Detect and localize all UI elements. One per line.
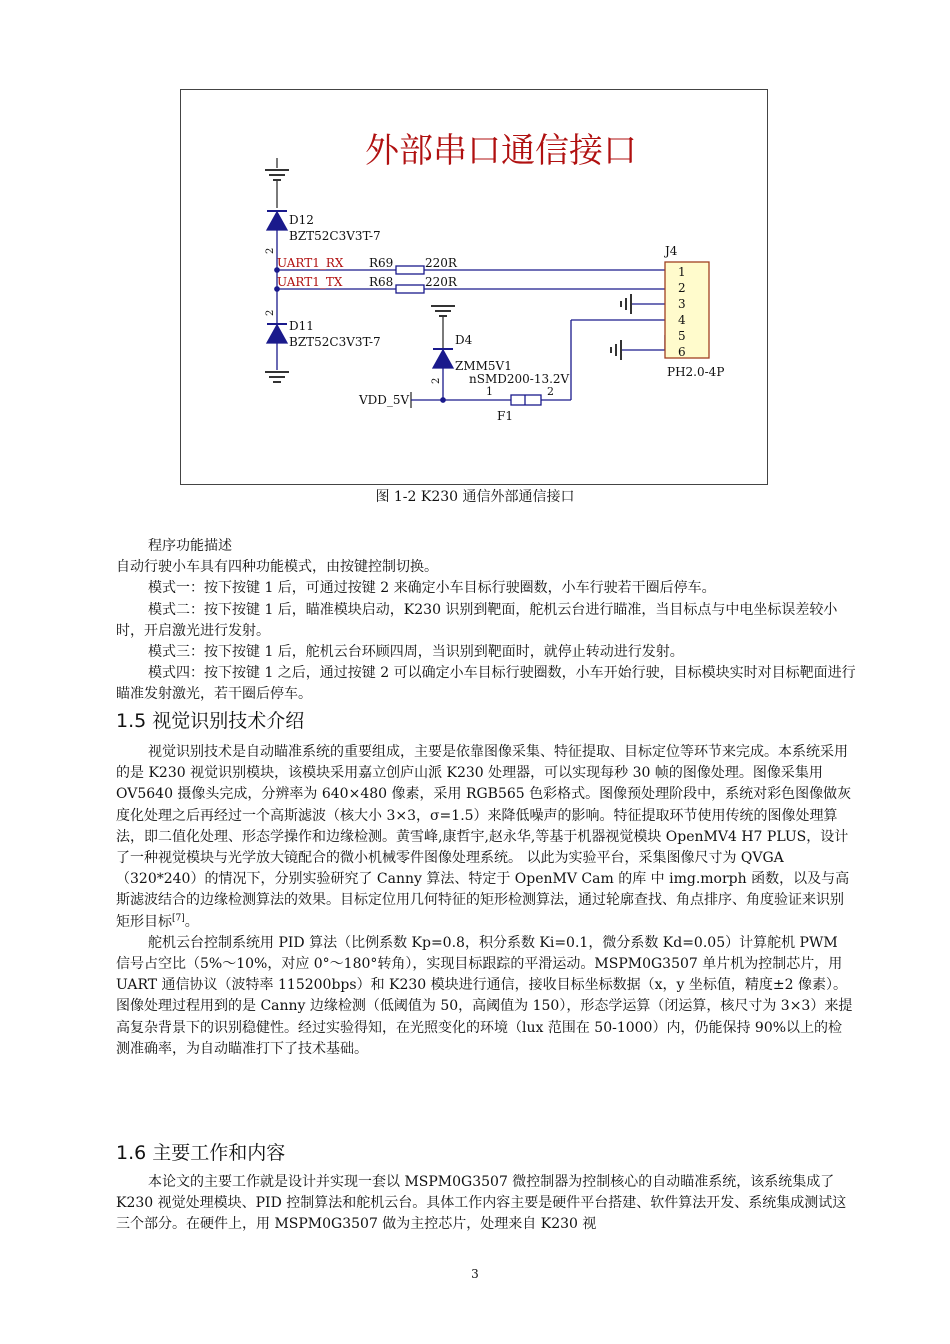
program-description-intro: 自动行驶小车具有四种功能模式，由按键控制切换。	[116, 559, 438, 576]
mode-2: 模式二：按下按键 1 后，瞄准模块启动，K230 识别到靶面，舵机云台进行瞄准，当目标点与中电坐标误差较小时，开启激光进行发射。	[116, 601, 838, 639]
vdd-label: VDD_5V	[359, 393, 410, 407]
program-description	[116, 536, 856, 706]
d12-pin: 2	[265, 247, 276, 254]
section-1-5-paragraph-1-end: 。	[184, 913, 199, 930]
page-number: 3	[471, 1267, 479, 1281]
j4-part: PH2.0-4P	[667, 365, 725, 379]
f1-pin1: 1	[486, 385, 493, 398]
section-heading-1-5: 1.5 视觉识别技术介绍	[116, 710, 305, 732]
d11-label: D11	[289, 319, 314, 333]
f1-pin2: 2	[547, 385, 554, 398]
section-1-5-paragraph-1-text: 视觉识别技术是自动瞄准系统的重要组成，主要是依靠图像采集、特征提取、目标定位等环节来完成。本系统采用的是 K230 视觉识别模块，该模块采用嘉立创庐山派 K230 处理器，可以实现每秒 30 帧的图像处理。图像采集用 OV5640 摄像头完成，分辨率为 640×480 像素，采用 RGB565 色彩格式。图像预处理阶段中，系统对彩色图像做灰度化处理之后再经过一个高斯滤波（核大小 3×3，σ=1.5）来降低噪声的影响。特征提取环节使用传统的图像处理算法，即二值化处理、形态学操作和边缘检测。黄雪峰,康哲宇,赵永华,等基于机器视觉模块 OpenMV4 H7 PLUS，设计了一种视觉模块与光学放大镜配合的微小机械零件图像处理系统。 以此为实验平台，采集图像尺寸为 QVGA（320*240）的情况下，分别实验研究了 Canny 算法、特定于 OpenMV Cam 的库 中 img.morph 函数，以及与高斯滤波结合的边缘检测算法的效果。目标定位用几何特征的矩形检测算法，通过轮廓查找、角点排序、角度验证来识别矩形目标	[116, 744, 852, 930]
schematic-figure	[180, 89, 768, 485]
schematic-drawing	[181, 90, 769, 486]
resistor-r68	[396, 285, 424, 293]
d11-part: BZT52C3V3T-7	[289, 335, 381, 349]
mode-3: 模式三：按下按键 1 后，舵机云台环顾四周，当识别到靶面时，就停止转动进行发射。	[148, 644, 684, 661]
f1-part: nSMD200-13.2V	[469, 372, 570, 386]
j4-pin-3: 3	[678, 297, 686, 311]
section-1-5-paragraph-1	[116, 742, 856, 933]
diode-d4	[433, 349, 453, 400]
ground-symbol-bottom	[265, 372, 289, 382]
section-1-6-paragraph-1: 本论文的主要工作就是设计并实现一套以 MSPM0G3507 微控制器为控制核心的自动瞄准系统，该系统集成了 K230 视觉处理模块、PID 控制算法和舵机云台。具体工作内容主要是硬件平台搭建、软件算法开发、系统集成测试这三个部分。在硬件上，用 MSPM0G3507 做为主控芯片，处理来自 K230 视	[116, 1174, 847, 1233]
figure-caption: 图 1-2 K230 通信外部通信接口	[375, 489, 575, 505]
r68-value: 220R	[425, 275, 457, 289]
junction-vdd	[441, 398, 445, 402]
ground-symbol-j4-top	[621, 294, 631, 314]
j4-pin-4: 4	[678, 313, 686, 327]
d4-label: D4	[455, 333, 473, 347]
section-1-5-body	[116, 742, 856, 1060]
ground-symbol-top	[265, 158, 289, 208]
connector-j4	[665, 262, 709, 358]
d11-pin: 2	[265, 309, 276, 316]
d4-pin: 2	[431, 377, 442, 384]
uart-tx-label: UART1_TX	[277, 275, 343, 289]
section-1-6-body	[116, 1172, 856, 1236]
mode-1: 模式一：按下按键 1 后，可通过按键 2 来确定小车目标行驶圈数，小车行驶若干圈后停车。	[148, 580, 716, 597]
ground-symbol-j4-bottom	[611, 340, 621, 360]
j4-label: J4	[665, 244, 678, 258]
section-heading-1-6: 1.6 主要工作和内容	[116, 1142, 286, 1164]
resistor-r69	[396, 266, 424, 274]
uart-rx-label: UART1_RX	[277, 256, 344, 270]
mode-4: 模式四：按下按键 1 之后，通过按键 2 可以确定小车目标行驶圈数，小车开始行驶，目标模块实时对目标靶面进行瞄准发射激光，若干圈后停车。	[116, 665, 856, 703]
f1-label: F1	[497, 409, 513, 423]
fuse-f1	[511, 395, 541, 405]
j4-pin-2: 2	[678, 281, 686, 295]
r69-label: R69	[369, 256, 394, 270]
r68-label: R68	[369, 275, 394, 289]
ground-symbol-d4	[431, 306, 455, 348]
j4-pin-1: 1	[678, 265, 686, 279]
diode-d11	[267, 289, 287, 370]
section-1-5-paragraph-2: 舵机云台控制系统用 PID 算法（比例系数 Kp=0.8，积分系数 Ki=0.1，微分系数 Kd=0.05）计算舵机 PWM 信号占空比（5%～10%，对应 0°～180°转角），实现目标跟踪的平滑运动。MSPM0G3507 单片机为控制芯片，用 UART 通信协议（波特率 115200bps）和 K230 模块进行通信，接收目标坐标数据（x，y 坐标值，精度±2 像素）。图像处理过程用到的是 Canny 边缘检测（低阈值为 50，高阈值为 150），形态学运算（闭运算，核尺寸为 3×3）来提高复杂背景下的识别稳健性。经过实验得知，在光照变化的环境（lux 范围在 50-1000）内，仍能保持 90%以上的检测准确率，为自动瞄准打下了技术基础。	[116, 934, 853, 1057]
program-description-title: 程序功能描述	[148, 538, 232, 554]
citation-7[interactable]: [7]	[172, 912, 185, 923]
j4-pin-6: 6	[678, 345, 686, 359]
schematic-title: 外部串口通信接口	[365, 131, 637, 171]
r69-value: 220R	[425, 256, 457, 270]
d12-label: D12	[289, 213, 314, 227]
j4-pin-5: 5	[678, 329, 686, 343]
d12-part: BZT52C3V3T-7	[289, 229, 381, 243]
d4-part: ZMM5V1	[455, 359, 512, 373]
